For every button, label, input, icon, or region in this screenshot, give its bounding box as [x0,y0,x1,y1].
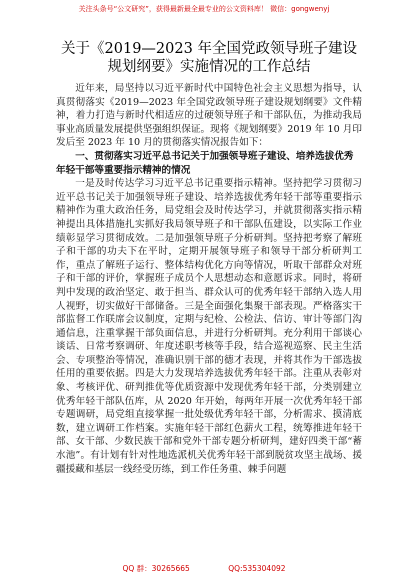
section-heading: 一、贯彻落实习近平总书记关于加强领导班子建设、培养选拔优秀年轻干部等重要指示精神的情况 [56,150,354,176]
intro-paragraph: 近年来，局坚持以习近平新时代中国特色社会主义思想为指导，认真贯彻落实《2019—2023 年全国党政领导班子建设规划纲要》文件精神，着力打造与新时代相适应的过硬领导班子和干部队伍，为推动我局事业高质量发展提供坚强组织保证。现将《规划纲要》2019 年 10 月印发后至 2023 年 10 月的贯彻落实情况报告如下： [56,83,362,149]
document-body [56,40,362,476]
body-paragraph: 一是及时传达学习习近平总书记重要指示精神。坚持把学习贯彻习近平总书记关于加强领导班子建设、培养选拔优秀年轻干部等重要指示精神作为重大政治任务，局党组会及时传达学习，并就贯彻落实指示精神提出具体措施扎实抓好我局领导班子和干部队伍建设，以实际工作业绩彰显学习贯彻成效。二是加强领导班子分析研判。坚持把考察了解班子和干部的功夫下在平时，定期开展领导班子和领导干部分析研判工作，重点了解班子运行、整体结构优化方向等情况，听取干部群众对班子和干部的评价，掌握班子成员个人思想动态和意愿诉求。同时，将研判中发现的政治坚定、敢于担当、群众认可的优秀年轻干部纳入选人用人视野，切实做好干部储备。三是全面强化集聚干部表现。严格落实干部监督工作联席会议制度，定期与纪检、公检法、信访、审计等部门沟通信息，注重掌握干部负面信息，并进行分析研判。充分利用干部谈心谈话、日常考察调研、年度述职考核等手段，结合巡视巡察、民主生活会、专项整治等情况，准确识别干部的德才表现，并将其作为干部选拔任用的重要依据。四是大力发现培养选拔优秀年轻干部。注重从表彰对象、考核评优、研判推优等优质资源中发现优秀年轻干部，分类别建立优秀年轻干部队伍库，从 2020 年开始，每两年开展一次优秀年轻干部专题调研，局党组直接掌握一批处级优秀年轻干部，分析需求、摸清底数，建立调研工作档案。实施年轻干部红色薪火工程，统筹推进年轻干部、女干部、少数民族干部和党外干部专题分析研判，建好四类干部“蓄水池”。有计划有针对性地选派机关优秀年轻干部到脱贫攻坚主战场、援疆援藏和基层一线经受历练，到工作任务重、棘手问题 [56,178,362,475]
footer-contact [0,563,408,574]
document-title: 关于《2019—2023 年全国党政领导班子建设规划纲要》实施情况的工作总结 [61,41,357,75]
footer-qq: QQ:535304092 [228,564,286,573]
footer-qq-group: QQ 群：30265665 [122,564,190,573]
top-banner: 关注头条号“公文研究”，获得最新最全最专业的公文资料库！ 微信：gongwenyj [78,5,330,13]
